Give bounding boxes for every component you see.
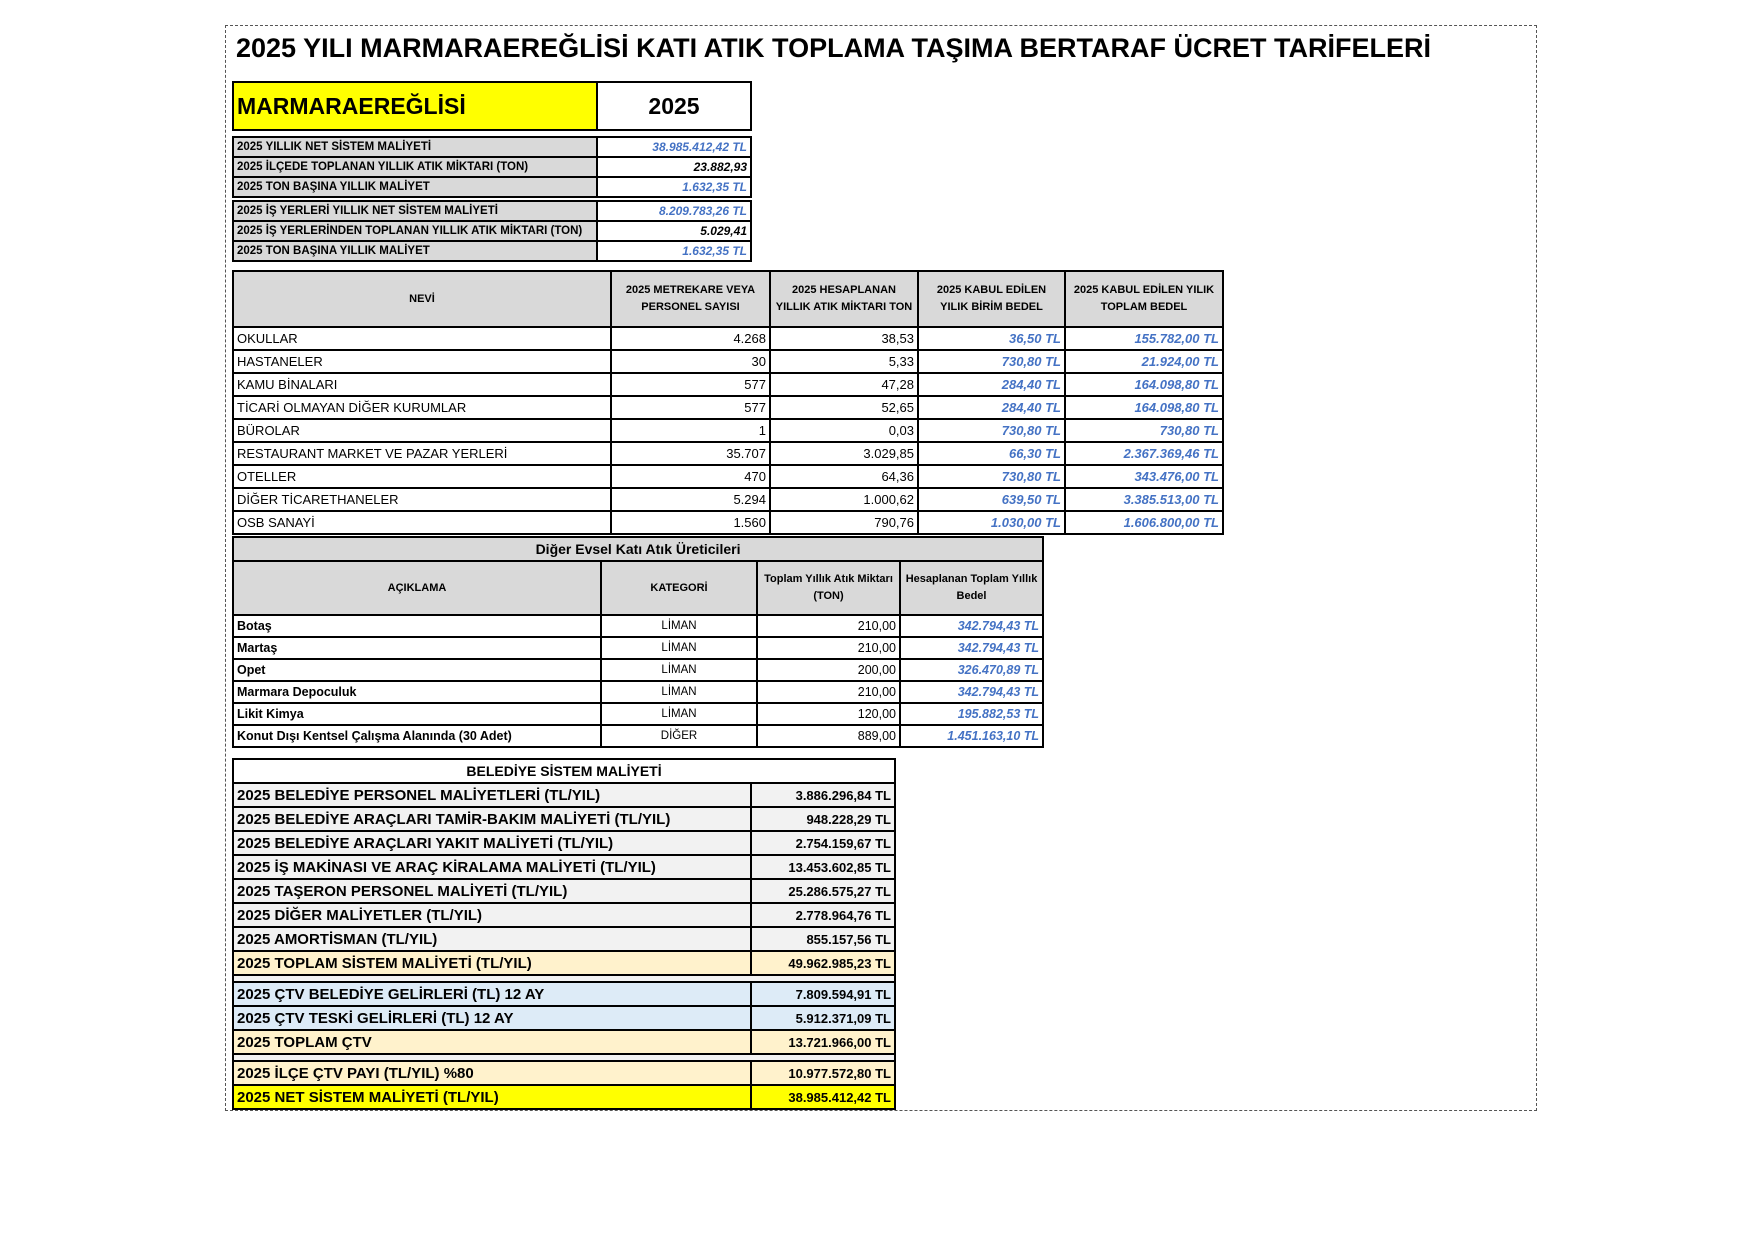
table-cell: 343.476,00 TL [1065,465,1223,488]
table-cell: 577 [611,396,770,419]
cost-row [233,903,895,927]
table-row [233,419,1223,442]
cost-row [233,831,895,855]
table-cell: 2.367.369,46 TL [1065,442,1223,465]
table-row [233,703,1043,725]
table-row [233,725,1043,747]
table-cell: 889,00 [757,725,900,747]
table-cell: 470 [611,465,770,488]
municipal-cost-title: BELEDİYE SİSTEM MALİYETİ [233,759,895,783]
summary-value: 1.632,35 TL [597,177,751,197]
cost-label: 2025 ÇTV BELEDİYE GELİRLERİ (TL) 12 AY [233,982,751,1006]
table-cell: 730,80 TL [918,419,1065,442]
table-cell: 730,80 TL [918,465,1065,488]
table-cell: LİMAN [601,615,757,637]
table-cell: 210,00 [757,615,900,637]
cost-label: 2025 ÇTV TESKİ GELİRLERİ (TL) 12 AY [233,1006,751,1030]
summary-row [233,221,751,241]
summary-label: 2025 İLÇEDE TOPLANAN YILLIK ATIK MİKTARI (TON) [233,157,597,177]
table-cell: 284,40 TL [918,373,1065,396]
summary-label: 2025 İŞ YERLERİ YILLIK NET SİSTEM MALİYETİ [233,201,597,221]
district-name: MARMARAEREĞLİSİ [233,82,597,130]
table-cell: RESTAURANT MARKET VE PAZAR YERLERİ [233,442,611,465]
table-cell: 30 [611,350,770,373]
table-cell: 790,76 [770,511,918,534]
summary-label: 2025 TON BAŞINA YILLIK MALİYET [233,241,597,261]
table-cell: LİMAN [601,681,757,703]
cost-value: 948.228,29 TL [751,807,895,831]
cost-label: 2025 BELEDİYE ARAÇLARI YAKIT MALİYETİ (TL/YIL) [233,831,751,855]
table-cell: Botaş [233,615,601,637]
spacer-cell [233,975,895,982]
table-cell: 210,00 [757,681,900,703]
column-header: 2025 KABUL EDİLEN YILIK BİRİM BEDEL [918,271,1065,327]
table-cell: TİCARİ OLMAYAN DİĞER KURUMLAR [233,396,611,419]
table-cell: Opet [233,659,601,681]
column-header: AÇIKLAMA [233,561,601,615]
cost-value: 38.985.412,42 TL [751,1085,895,1109]
table-cell: OKULLAR [233,327,611,350]
cost-row [233,927,895,951]
cost-value: 10.977.572,80 TL [751,1061,895,1085]
table-cell: 5.294 [611,488,770,511]
table-cell: 1.560 [611,511,770,534]
cost-row [233,1061,895,1085]
table-cell: 577 [611,373,770,396]
cost-label: 2025 BELEDİYE PERSONEL MALİYETLERİ (TL/YIL) [233,783,751,807]
cost-row [233,783,895,807]
table-cell: 5,33 [770,350,918,373]
cost-label: 2025 NET SİSTEM MALİYETİ (TL/YIL) [233,1085,751,1109]
table-row [233,465,1223,488]
summary-row [233,157,751,177]
summary-value: 5.029,41 [597,221,751,241]
summary-row [233,201,751,221]
table-row [233,511,1223,534]
table-row [233,637,1043,659]
table-cell: 36,50 TL [918,327,1065,350]
cost-label: 2025 TOPLAM SİSTEM MALİYETİ (TL/YIL) [233,951,751,975]
cost-row [233,1085,895,1109]
table-cell: 64,36 [770,465,918,488]
cost-value: 13.721.966,00 TL [751,1030,895,1054]
column-header: Toplam Yıllık Atık Miktarı (TON) [757,561,900,615]
cost-row [233,807,895,831]
cost-row [233,855,895,879]
table-cell: 342.794,43 TL [900,615,1043,637]
cost-value: 3.886.296,84 TL [751,783,895,807]
table-cell: LİMAN [601,637,757,659]
cost-value: 13.453.602,85 TL [751,855,895,879]
spacer-cell [233,1054,895,1061]
column-header: NEVİ [233,271,611,327]
cost-value: 49.962.985,23 TL [751,951,895,975]
table-cell: 195.882,53 TL [900,703,1043,725]
summary-value: 23.882,93 [597,157,751,177]
table-cell: OSB SANAYİ [233,511,611,534]
cost-label: 2025 AMORTİSMAN (TL/YIL) [233,927,751,951]
table-cell: 639,50 TL [918,488,1065,511]
other-producers-table [232,536,1044,748]
table-cell: 1 [611,419,770,442]
table-cell: 4.268 [611,327,770,350]
table-cell: DİĞER TİCARETHANELER [233,488,611,511]
table-row [233,396,1223,419]
summary-row [233,241,751,261]
column-header: Hesaplanan Toplam Yıllık Bedel [900,561,1043,615]
column-header: KATEGORİ [601,561,757,615]
cost-row [233,951,895,975]
table-cell: 1.606.800,00 TL [1065,511,1223,534]
summary-table [232,136,752,262]
category-tariff-table [232,270,1224,535]
header-year: 2025 [597,82,751,130]
cost-label: 2025 BELEDİYE ARAÇLARI TAMİR-BAKIM MALİYETİ (TL/YIL) [233,807,751,831]
table-cell: 326.470,89 TL [900,659,1043,681]
spacer-row [233,1054,895,1061]
table-cell: LİMAN [601,703,757,725]
table-cell: Marmara Depoculuk [233,681,601,703]
municipal-system-cost-table [232,758,896,1110]
table-cell: 1.451.163,10 TL [900,725,1043,747]
table-cell: 3.385.513,00 TL [1065,488,1223,511]
cost-row [233,1030,895,1054]
summary-row [233,177,751,197]
cost-label: 2025 İŞ MAKİNASI VE ARAÇ KİRALAMA MALİYETİ (TL/YIL) [233,855,751,879]
table-cell: 342.794,43 TL [900,681,1043,703]
table-row [233,659,1043,681]
summary-value: 1.632,35 TL [597,241,751,261]
cost-label: 2025 TAŞERON PERSONEL MALİYETİ (TL/YIL) [233,879,751,903]
cost-value: 7.809.594,91 TL [751,982,895,1006]
table-cell: 21.924,00 TL [1065,350,1223,373]
district-header [232,81,752,131]
table-cell: 52,65 [770,396,918,419]
cost-row [233,879,895,903]
table-row [233,681,1043,703]
table-cell: 155.782,00 TL [1065,327,1223,350]
table-cell: HASTANELER [233,350,611,373]
table-cell: KAMU BİNALARI [233,373,611,396]
table-cell: 730,80 TL [918,350,1065,373]
table-cell: 3.029,85 [770,442,918,465]
summary-label: 2025 İŞ YERLERİNDEN TOPLANAN YILLIK ATIK MİKTARI (TON) [233,221,597,241]
table-cell: 210,00 [757,637,900,659]
table-cell: BÜROLAR [233,419,611,442]
cost-value: 855.157,56 TL [751,927,895,951]
table-cell: 730,80 TL [1065,419,1223,442]
table-cell: 66,30 TL [918,442,1065,465]
summary-label: 2025 TON BAŞINA YILLIK MALİYET [233,177,597,197]
column-header: 2025 METREKARE VEYA PERSONEL SAYISI [611,271,770,327]
cost-value: 2.778.964,76 TL [751,903,895,927]
table-cell: 164.098,80 TL [1065,396,1223,419]
cost-value: 25.286.575,27 TL [751,879,895,903]
table-row [233,488,1223,511]
table-cell: 38,53 [770,327,918,350]
cost-label: 2025 DİĞER MALİYETLER (TL/YIL) [233,903,751,927]
cost-row [233,1006,895,1030]
other-producers-title: Diğer Evsel Katı Atık Üreticileri [233,537,1043,561]
table-row [233,327,1223,350]
summary-row [233,137,751,157]
table-row [233,442,1223,465]
cost-value: 5.912.371,09 TL [751,1006,895,1030]
cost-label: 2025 TOPLAM ÇTV [233,1030,751,1054]
table-row [233,350,1223,373]
page-title: 2025 YILI MARMARAEREĞLİSİ KATI ATIK TOPLAMA TAŞIMA BERTARAF ÜCRET TARİFELERİ [236,33,1432,63]
summary-value: 8.209.783,26 TL [597,201,751,221]
table-cell: DİĞER [601,725,757,747]
summary-label: 2025 YILLIK NET SİSTEM MALİYETİ [233,137,597,157]
table-cell: Martaş [233,637,601,659]
table-cell: Likit Kimya [233,703,601,725]
table-cell: OTELLER [233,465,611,488]
cost-value: 2.754.159,67 TL [751,831,895,855]
table-cell: 120,00 [757,703,900,725]
table-cell: 1.030,00 TL [918,511,1065,534]
table-cell: Konut Dışı Kentsel Çalışma Alanında (30 Adet) [233,725,601,747]
summary-value: 38.985.412,42 TL [597,137,751,157]
table-cell: 164.098,80 TL [1065,373,1223,396]
column-header: 2025 KABUL EDİLEN YILIK TOPLAM BEDEL [1065,271,1223,327]
table-row [233,615,1043,637]
table-cell: 342.794,43 TL [900,637,1043,659]
table-cell: 47,28 [770,373,918,396]
column-header: 2025 HESAPLANAN YILLIK ATIK MİKTARI TON [770,271,918,327]
table-cell: LİMAN [601,659,757,681]
table-row [233,373,1223,396]
table-cell: 1.000,62 [770,488,918,511]
table-cell: 0,03 [770,419,918,442]
table-cell: 200,00 [757,659,900,681]
spacer-row [233,975,895,982]
table-cell: 35.707 [611,442,770,465]
cost-label: 2025 İLÇE ÇTV PAYI (TL/YIL) %80 [233,1061,751,1085]
table-cell: 284,40 TL [918,396,1065,419]
cost-row [233,982,895,1006]
